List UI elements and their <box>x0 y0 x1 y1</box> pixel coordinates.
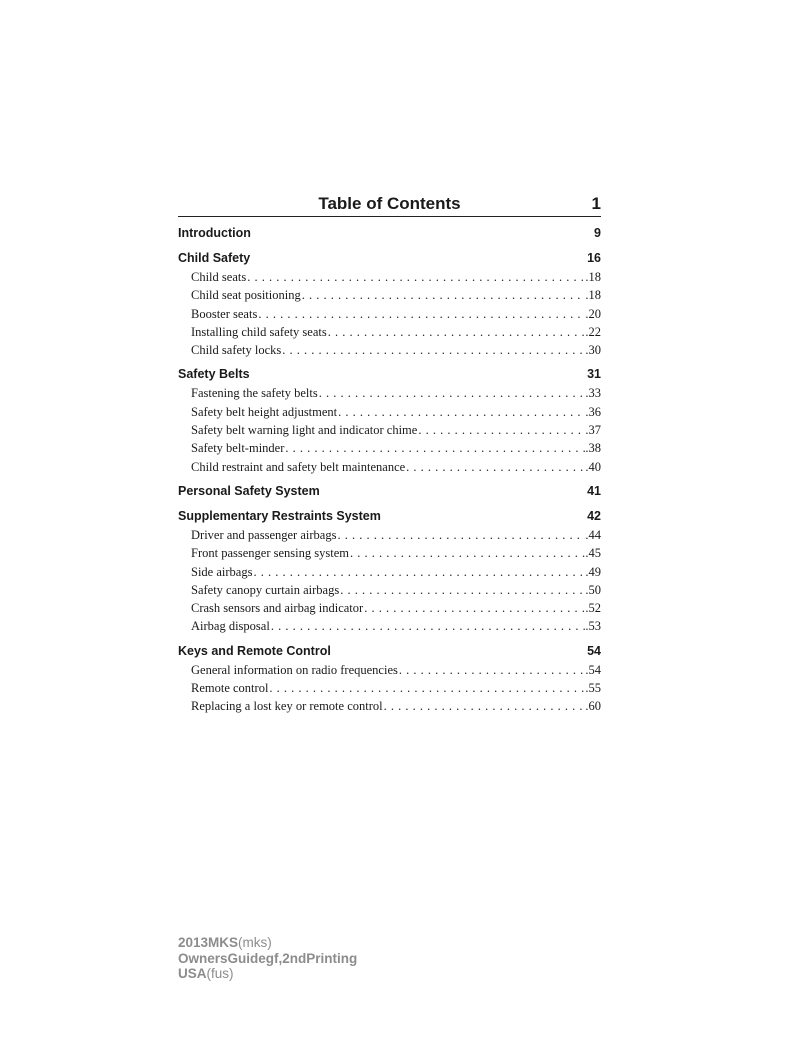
dot-leader <box>405 458 585 476</box>
dot-leader <box>383 697 586 715</box>
toc-entry[interactable] <box>178 599 601 617</box>
entry-title: Crash sensors and airbag indicator <box>191 601 364 616</box>
entry-page: .52 <box>585 601 601 616</box>
entry-title: Safety canopy curtain airbags <box>191 582 340 597</box>
toc-entry[interactable] <box>178 341 601 359</box>
entry-page: .60 <box>585 699 601 714</box>
toc-section <box>178 507 601 636</box>
footer-line-guide <box>178 951 357 967</box>
toc-section <box>178 642 601 716</box>
toc-entry[interactable] <box>178 679 601 697</box>
entry-page: .22 <box>585 324 601 339</box>
dot-leader <box>339 581 585 599</box>
section-title: Supplementary Restraints System <box>178 508 381 523</box>
toc-entry[interactable] <box>178 403 601 421</box>
toc-entry[interactable] <box>178 305 601 323</box>
section-heading[interactable] <box>178 224 601 243</box>
dot-leader <box>363 599 585 617</box>
entry-page: .49 <box>585 564 601 579</box>
dot-leader <box>301 286 586 304</box>
footer-region-code: (fus) <box>206 966 234 981</box>
entry-page: .33 <box>585 386 601 401</box>
toc-entry[interactable] <box>178 421 601 439</box>
toc-entry[interactable] <box>178 458 601 476</box>
entry-title: Airbag disposal <box>191 619 270 634</box>
footer <box>178 935 357 982</box>
toc-sections <box>178 217 601 716</box>
entry-page: .20 <box>585 306 601 321</box>
entry-page: .37 <box>585 423 601 438</box>
dot-leader <box>270 617 586 635</box>
page-number: 1 <box>591 194 601 213</box>
toc-entry[interactable] <box>178 544 601 562</box>
entry-page: .18 <box>585 270 601 284</box>
entry-title: Driver and passenger airbags <box>191 527 337 542</box>
section-heading[interactable] <box>178 365 601 384</box>
toc-header <box>178 194 601 217</box>
toc-entry[interactable] <box>178 563 601 581</box>
entry-page: .44 <box>585 527 601 542</box>
toc-entry[interactable] <box>178 526 601 544</box>
dot-leader <box>318 384 586 402</box>
dot-leader <box>257 305 585 323</box>
dot-leader <box>337 403 585 421</box>
entry-page: .45 <box>585 546 601 561</box>
entry-page: .54 <box>585 662 601 677</box>
toc-entry[interactable] <box>178 323 601 341</box>
toc-entry[interactable] <box>178 581 601 599</box>
section-page: 41 <box>587 483 601 498</box>
entry-title: Side airbags <box>191 564 253 579</box>
entry-title: Child safety locks <box>191 343 282 358</box>
entry-page: .38 <box>585 441 601 456</box>
section-page: 42 <box>587 508 601 523</box>
section-title: Introduction <box>178 226 251 240</box>
entry-page: .50 <box>585 582 601 597</box>
toc-section <box>178 365 601 475</box>
toc-entry[interactable] <box>178 268 601 286</box>
dot-leader <box>268 679 585 697</box>
section-page: 31 <box>587 367 601 382</box>
entry-page: .36 <box>585 404 601 419</box>
entry-title: Child seat positioning <box>191 288 301 303</box>
dot-leader <box>327 323 586 341</box>
toc-section <box>178 482 601 501</box>
section-title: Personal Safety System <box>178 483 320 498</box>
entry-title: Safety belt-minder <box>191 441 285 456</box>
toc-entry[interactable] <box>178 439 601 457</box>
footer-line-model <box>178 935 357 951</box>
toc-entry[interactable] <box>178 286 601 304</box>
section-heading[interactable] <box>178 249 601 268</box>
section-page: 9 <box>594 226 601 240</box>
page-title: Table of Contents <box>318 194 461 213</box>
entry-page: .18 <box>585 288 601 303</box>
entry-page: .53 <box>585 619 601 634</box>
entry-title: Safety belt height adjustment <box>191 404 338 419</box>
entry-title: Safety belt warning light and indicator chime <box>191 423 418 438</box>
dot-leader <box>281 341 585 359</box>
entry-title: Child restraint and safety belt maintenance <box>191 459 406 474</box>
section-title: Safety Belts <box>178 367 250 382</box>
section-heading[interactable] <box>178 507 601 526</box>
section-title: Child Safety <box>178 251 251 265</box>
entry-title: Fastening the safety belts <box>191 386 318 401</box>
toc-entry[interactable] <box>178 661 601 679</box>
section-heading[interactable] <box>178 482 601 501</box>
entry-title: Front passenger sensing system <box>191 546 349 561</box>
dot-leader <box>349 544 585 562</box>
section-page: 16 <box>587 251 601 265</box>
entry-page: .30 <box>585 343 601 358</box>
entry-title: Child seats <box>191 270 247 284</box>
table-of-contents <box>178 194 601 722</box>
toc-entry[interactable] <box>178 384 601 402</box>
entry-title: Replacing a lost key or remote control <box>191 699 383 714</box>
entry-title: Installing child safety seats <box>191 324 327 339</box>
footer-model-code: (mks) <box>238 935 272 950</box>
toc-entry[interactable] <box>178 697 601 715</box>
entry-page: .40 <box>585 459 601 474</box>
footer-region: USA <box>178 966 207 981</box>
dot-leader <box>417 421 585 439</box>
footer-line-region <box>178 966 357 982</box>
section-heading[interactable] <box>178 642 601 661</box>
dot-leader <box>284 439 585 457</box>
entry-title: Booster seats <box>191 306 258 321</box>
dot-leader <box>336 526 585 544</box>
footer-guide-name: OwnersGuidegf,2ndPrinting <box>178 950 358 966</box>
toc-entry[interactable] <box>178 617 601 635</box>
toc-section <box>178 249 601 359</box>
dot-leader <box>246 268 585 286</box>
dot-leader <box>398 661 586 679</box>
section-page: 54 <box>587 643 601 658</box>
footer-model-year: 2013MKS <box>178 935 239 950</box>
entry-title: Remote control <box>191 681 269 696</box>
section-title: Keys and Remote Control <box>178 643 331 658</box>
dot-leader <box>252 563 585 581</box>
entry-title: General information on radio frequencies <box>191 662 398 677</box>
toc-section <box>178 224 601 243</box>
entry-page: .55 <box>585 681 601 696</box>
